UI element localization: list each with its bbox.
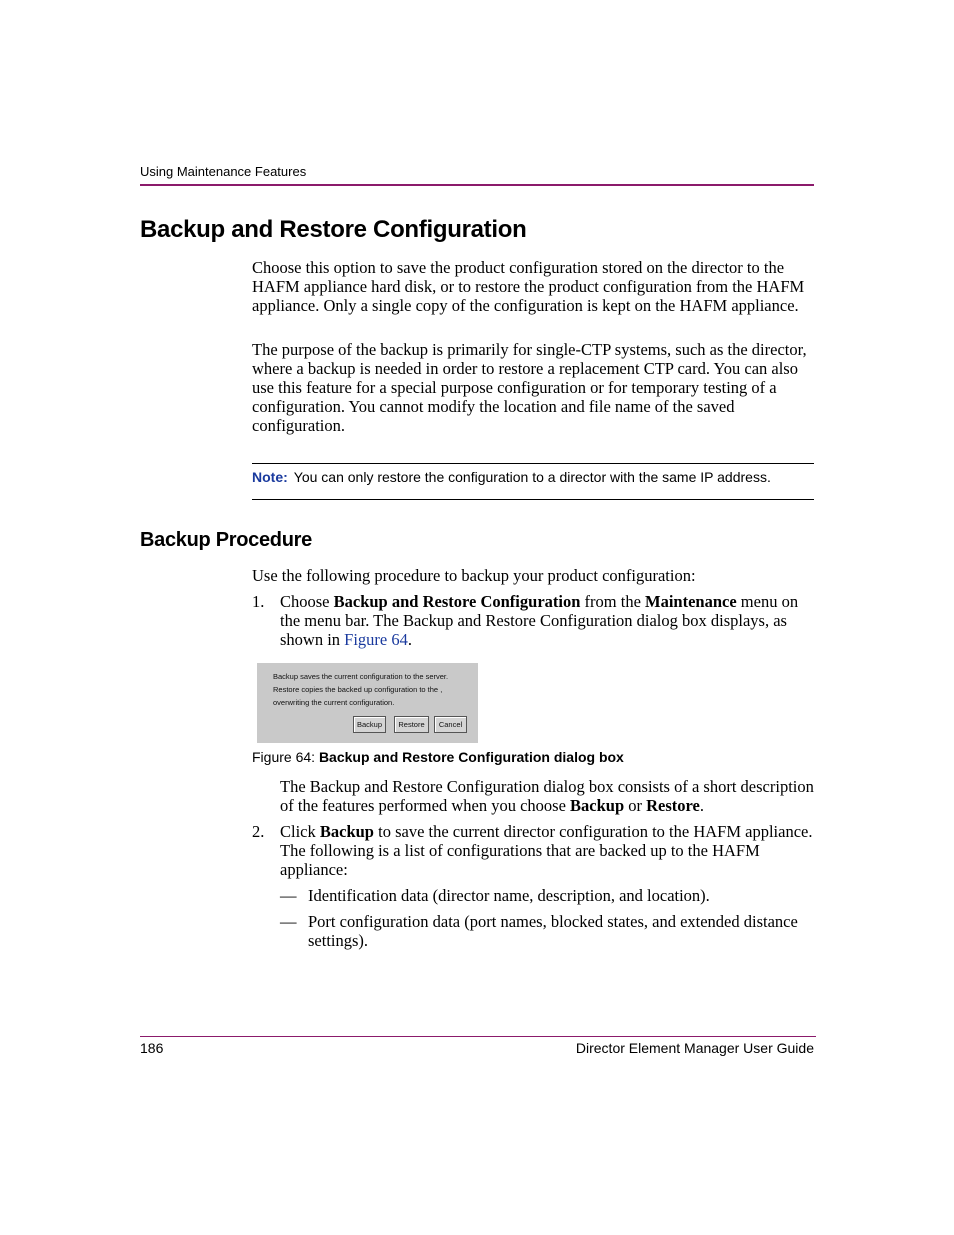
step-number: 2. <box>252 822 265 841</box>
subsection-title: Backup Procedure <box>140 529 312 551</box>
restore-button[interactable]: Restore <box>394 716 429 733</box>
list-item: — Identification data (director name, description, and location). <box>280 886 710 905</box>
step-number: 1. <box>252 592 265 611</box>
dialog-screenshot <box>257 663 478 743</box>
section-title: Backup and Restore Configuration <box>140 216 527 243</box>
note-text: You can only restore the configuration to a director with the same IP address. <box>293 469 771 485</box>
step-text: Click Backup to save the current director configuration to the HAFM appliance. The following is a list of configurations that are backed up to the HAFM appliance: <box>280 822 813 879</box>
figure-link[interactable]: Figure 64 <box>344 630 408 649</box>
header-rule <box>140 184 814 186</box>
intro-paragraph: Choose this option to save the product configuration stored on the director to the HAFM appliance hard disk, or to restore the product configuration from the HAFM appliance. Only a single copy of the configuration is kept on the HAFM appliance. <box>252 258 805 315</box>
footer-rule <box>140 1036 816 1037</box>
backup-button[interactable]: Backup <box>353 716 386 733</box>
document-title: Director Element Manager User Guide <box>575 1040 814 1056</box>
dialog-message: Backup saves the current configuration to the server. Restore copies the backed up configuration to the , overwriting the current configuration. <box>273 672 449 707</box>
step-2 <box>252 822 817 879</box>
list-item: — Port configuration data (port names, blocked states, and extended distance settings). <box>280 912 798 950</box>
note-label: Note: <box>252 469 288 485</box>
step-text: Choose Backup and Restore Configuration from the Maintenance menu on the menu bar. The Backup and Restore Configuration dialog box displays, as shown in Figure 64. <box>280 592 799 649</box>
step-1 <box>252 592 817 649</box>
procedure-intro: Use the following procedure to backup your product configuration: <box>252 566 696 585</box>
note-rule-top <box>252 463 814 464</box>
note-box <box>252 469 771 485</box>
note-rule-bottom <box>252 499 814 500</box>
purpose-paragraph: The purpose of the backup is primarily for single-CTP systems, such as the director, where a backup is needed in order to restore a replacement CTP card. You can also use this feature for a special purpose configuration or for temporary testing of a configuration. You cannot modify the location and file name of the saved configuration. <box>252 340 807 435</box>
cancel-button[interactable]: Cancel <box>434 716 467 733</box>
page-number: 186 <box>140 1040 164 1056</box>
figure-caption: Figure 64: Backup and Restore Configuration dialog box <box>252 749 624 765</box>
running-header: Using Maintenance Features <box>140 164 307 179</box>
dialog-description: The Backup and Restore Configuration dialog box consists of a short description of the features performed when you choose Backup or Restore. <box>280 777 814 815</box>
